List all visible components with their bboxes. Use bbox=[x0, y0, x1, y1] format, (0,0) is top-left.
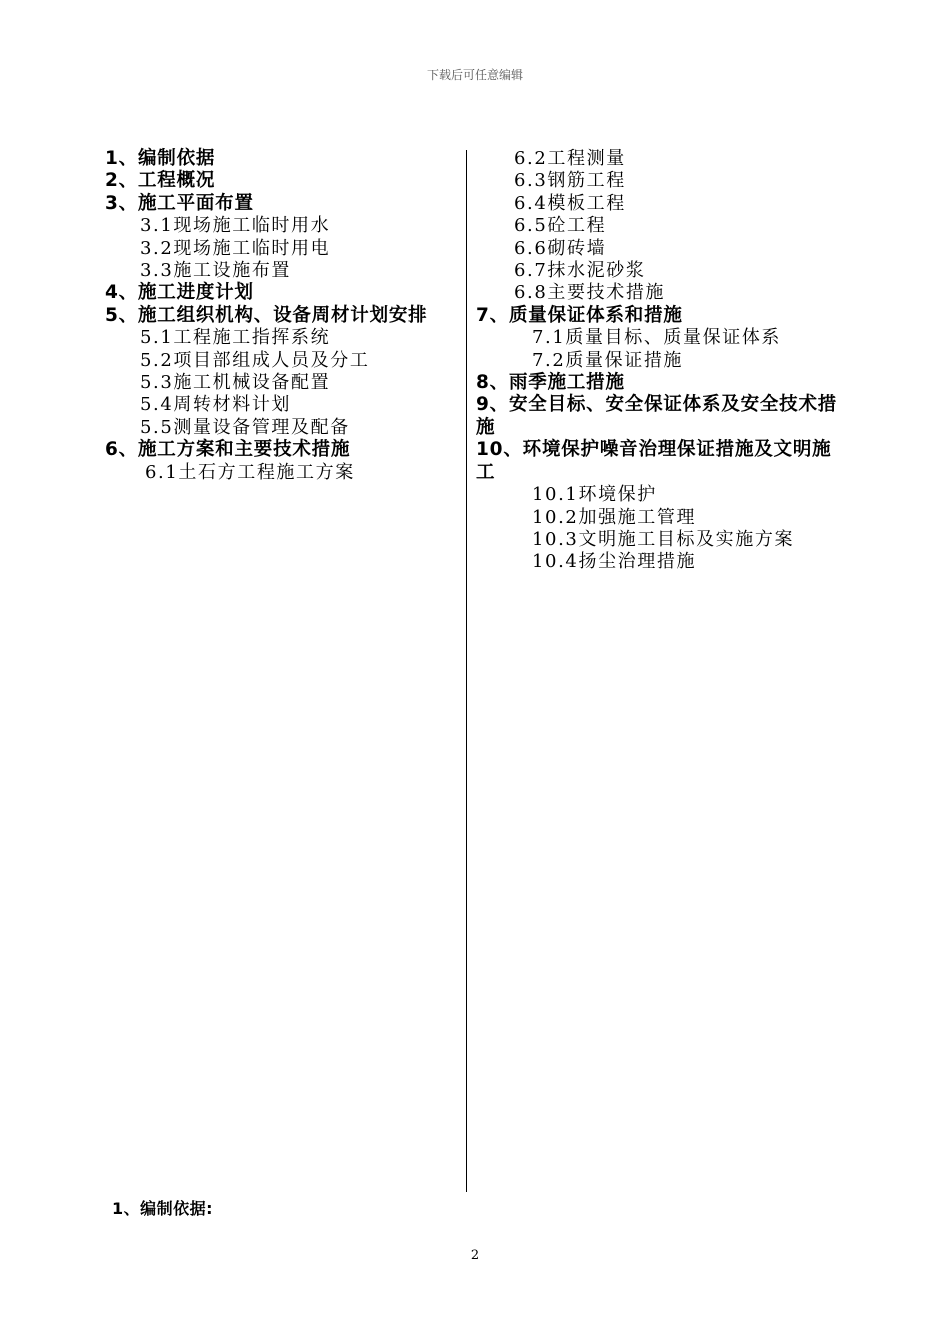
toc-entry: 6.3钢筋工程 bbox=[514, 170, 626, 192]
toc-entry: 2、工程概况 bbox=[105, 170, 216, 192]
toc-entry: 4、施工进度计划 bbox=[105, 282, 254, 304]
toc-entry: 7、质量保证体系和措施 bbox=[476, 304, 683, 326]
toc-entry: 5.3施工机械设备配置 bbox=[140, 372, 331, 394]
toc-entry: 9、安全目标、安全保证体系及安全技术措施 bbox=[476, 394, 838, 438]
toc-right-column bbox=[476, 148, 848, 574]
toc-entry: 5.2项目部组成人员及分工 bbox=[140, 349, 370, 371]
toc-entry: 3.1现场施工临时用水 bbox=[140, 215, 331, 237]
toc-entry: 6.6砌砖墙 bbox=[514, 237, 607, 259]
toc-entry: 6.1土石方工程施工方案 bbox=[145, 461, 355, 483]
toc-entry: 3、施工平面布置 bbox=[105, 192, 254, 214]
toc-entry: 6.5砼工程 bbox=[514, 215, 607, 237]
toc-left-column bbox=[105, 148, 461, 484]
toc-entry: 5、施工组织机构、设备周材计划安排 bbox=[105, 304, 428, 326]
toc-entry: 6.2工程测量 bbox=[514, 148, 626, 169]
section-heading: 1、编制依据: bbox=[112, 1199, 214, 1218]
toc-entry: 7.1质量目标、质量保证体系 bbox=[532, 327, 782, 349]
toc-entry: 1、编制依据 bbox=[105, 148, 216, 169]
page-header: 下载后可任意编辑 bbox=[426, 68, 523, 82]
toc-entry: 6.4模板工程 bbox=[514, 192, 626, 214]
toc-entry: 6、施工方案和主要技术措施 bbox=[105, 439, 351, 461]
column-divider bbox=[466, 150, 467, 1192]
toc-entry: 10.1环境保护 bbox=[532, 484, 657, 506]
toc-entry: 10、环境保护噪音治理保证措施及文明施工 bbox=[476, 439, 832, 483]
toc-entry: 5.1工程施工指挥系统 bbox=[140, 327, 331, 349]
toc-entry: 3.2现场施工临时用电 bbox=[140, 237, 331, 259]
toc-entry: 10.4扬尘治理措施 bbox=[532, 551, 697, 573]
toc-entry: 6.7抹水泥砂浆 bbox=[514, 260, 646, 282]
toc-entry: 8、雨季施工措施 bbox=[476, 372, 625, 394]
toc-entry: 5.5测量设备管理及配备 bbox=[140, 416, 350, 438]
toc-entry: 6.8主要技术措施 bbox=[514, 282, 666, 304]
page-number: 2 bbox=[470, 1248, 480, 1263]
toc-entry: 10.3文明施工目标及实施方案 bbox=[532, 528, 795, 550]
toc-entry: 7.2质量保证措施 bbox=[532, 349, 684, 371]
toc-entry: 5.4周转材料计划 bbox=[140, 394, 292, 416]
toc-entry: 10.2加强施工管理 bbox=[532, 506, 697, 528]
toc-entry: 3.3施工设施布置 bbox=[140, 260, 292, 282]
